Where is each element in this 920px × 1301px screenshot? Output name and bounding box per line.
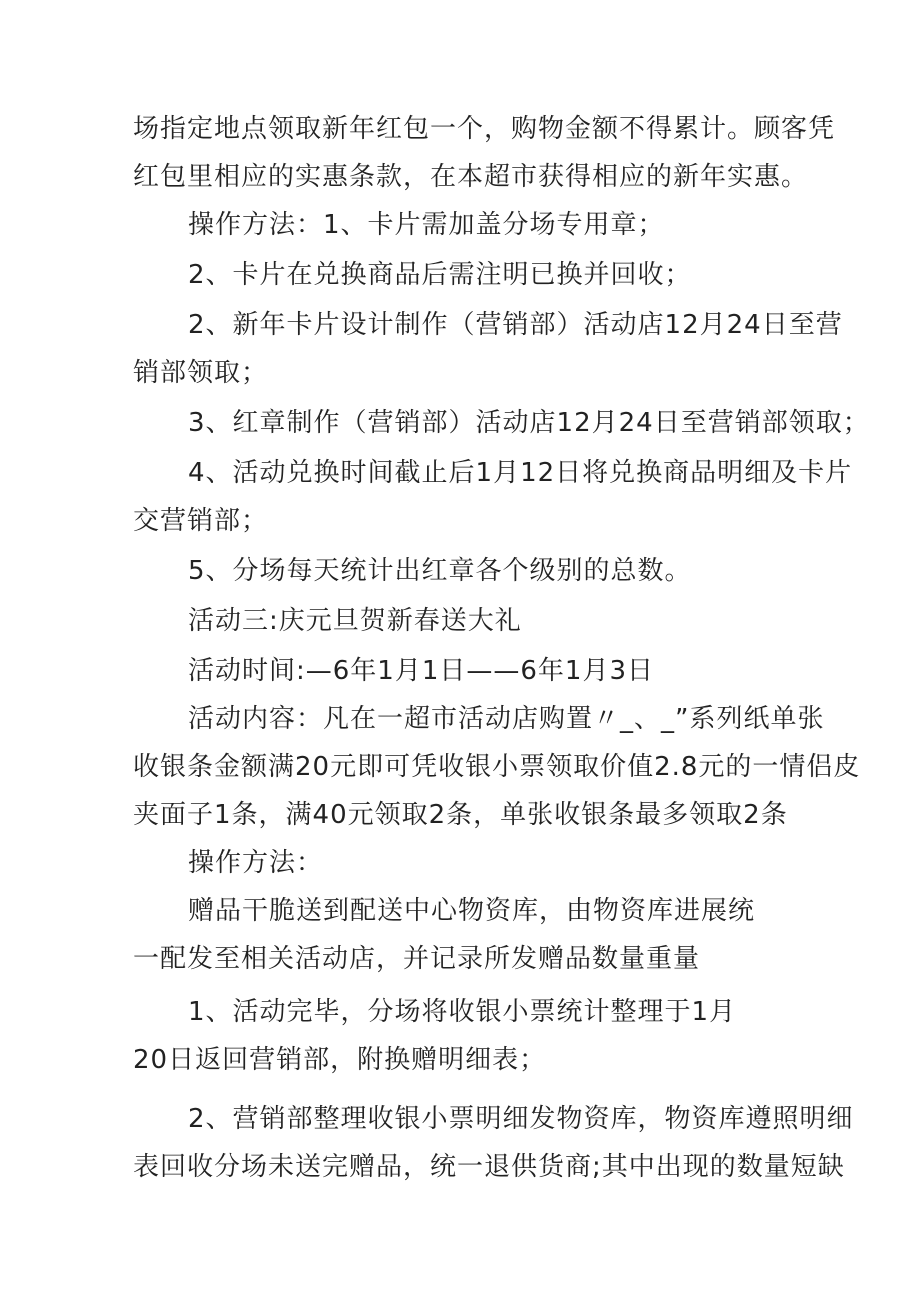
text-line: 2、卡片在兑换商品后需注明已换并回收；: [188, 260, 692, 290]
text-line: 活动内容：凡在一超市活动店购置〃_、_”系列纸单张: [188, 704, 825, 734]
text-line: 4、活动兑换时间截止后1月12日将兑换商品明细及卡片: [188, 458, 853, 488]
text-line: 表回收分场未送完赠品，统一退供货商;其中出现的数量短缺: [133, 1152, 845, 1182]
text-line: 夹面子1条，满40元领取2条，单张收银条最多领取2条: [133, 800, 788, 830]
text-line: 收银条金额满20元即可凭收银小票领取价值2.8元的一情侣皮: [133, 752, 861, 782]
text-line: 1、活动完毕，分场将收银小票统计整理于1月: [188, 997, 737, 1027]
text-line: 5、分场每天统计出红章各个级别的总数。: [188, 556, 692, 586]
text-line: 3、红章制作（营销部）活动店12月24日至营销部领取；: [188, 408, 870, 438]
text-line: 操作方法：1、卡片需加盖分场专用章；: [188, 210, 665, 240]
text-line: 操作方法：: [188, 848, 324, 878]
text-line: 红包里相应的实惠条款，在本超市获得相应的新年实惠。: [133, 162, 809, 192]
text-line: 2、营销部整理收银小票明细发物资库，物资库遵照明细: [188, 1104, 854, 1134]
text-line: 2、新年卡片设计制作（营销部）活动店12月24日至营: [188, 310, 843, 340]
text-line: 20日返回营销部，附换赠明细表；: [133, 1045, 547, 1075]
text-line: 活动时间:—6年1月1日——6年1月3日: [188, 656, 655, 686]
text-line: 一配发至相关活动店，并记录所发赠品数量重量: [133, 944, 701, 974]
text-line: 赠品干脆送到配送中心物资库，由物资库进展统: [188, 896, 756, 926]
text-line: 销部领取；: [133, 358, 269, 388]
section-heading: 活动三:庆元旦贺新春送大礼: [188, 606, 522, 636]
text-line: 交营销部；: [133, 506, 269, 536]
text-line: 场指定地点领取新年红包一个，购物金额不得累计。顾客凭: [133, 114, 836, 144]
